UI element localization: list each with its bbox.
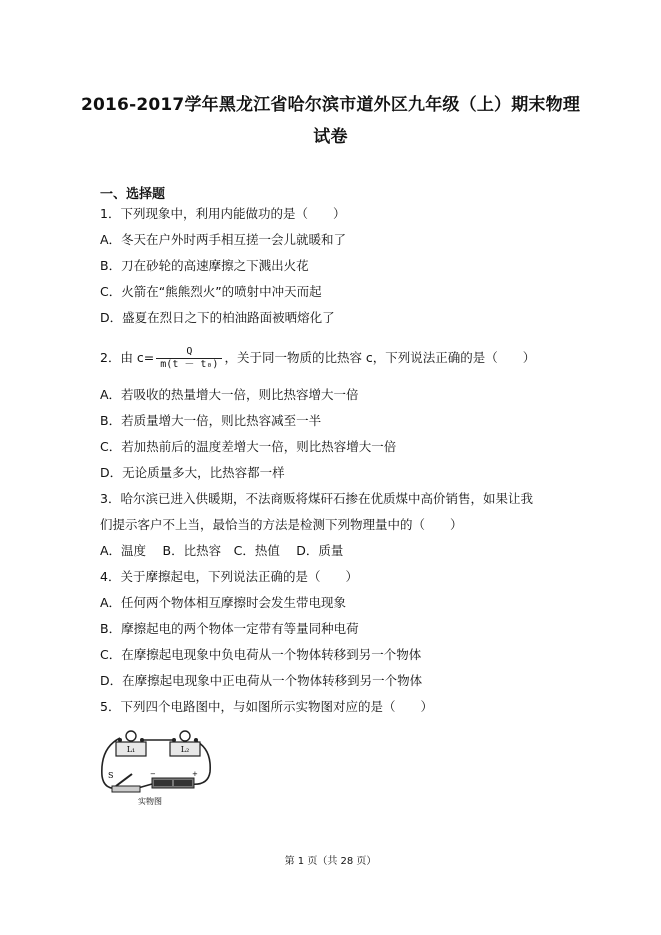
question-2-prefix: 2．由 c= <box>100 350 155 365</box>
label-s: S <box>108 771 114 780</box>
battery-cell-1 <box>154 780 172 786</box>
battery-minus: − <box>150 770 156 778</box>
question-1-option-d: D．盛夏在烈日之下的柏油路面被晒熔化了 <box>100 310 335 325</box>
formula-denominator: m(t － t₀) <box>160 359 219 370</box>
question-1-stem: 1．下列现象中，利用内能做功的是（ ） <box>100 206 346 221</box>
question-2-option-c: C．若加热前后的温度差增大一倍，则比热容增大一倍 <box>100 439 397 454</box>
question-4-stem: 4．关于摩擦起电，下列说法正确的是（ ） <box>100 569 358 584</box>
question-2-option-b: B．若质量增大一倍，则比热容减至一半 <box>100 413 322 428</box>
question-3-stem-line2: 们提示客户不上当，最恰当的方法是检测下列物理量中的（ ） <box>100 517 463 532</box>
page-title-line1: 2016-2017学年黑龙江省哈尔滨市道外区九年级（上）期末物理 <box>80 95 581 115</box>
lamp-l1-bulb <box>126 731 136 741</box>
question-4-option-b: B．摩擦起电的两个物体一定带有等量同种电荷 <box>100 621 359 636</box>
lamp-l1-terminal-right <box>140 738 144 742</box>
circuit-figure <box>98 728 216 808</box>
label-l2: L₂ <box>180 745 190 754</box>
section-heading: 一、选择题 <box>100 187 166 202</box>
lamp-l2-terminal-left <box>172 738 176 742</box>
page-title-line2: 试卷 <box>313 127 348 147</box>
formula-numerator: Q <box>156 346 222 359</box>
question-2-option-d: D．无论质量多大，比热容都一样 <box>100 465 285 480</box>
question-5-stem: 5．下列四个电路图中，与如图所示实物图对应的是（ ） <box>100 699 433 714</box>
question-4-option-c: C．在摩擦起电现象中负电荷从一个物体转移到另一个物体 <box>100 647 422 662</box>
question-3-stem-line1: 3．哈尔滨已进入供暖期，不法商贩将煤矸石掺在优质煤中高价销售，如果让我 <box>100 491 533 506</box>
figure-caption: 实物图 <box>138 797 162 806</box>
lamp-l2-terminal-right <box>194 738 198 742</box>
page-footer: 第 1 页（共 28 页） <box>284 856 377 867</box>
lamp-l1-terminal-left <box>118 738 122 742</box>
battery-cell-2 <box>174 780 192 786</box>
question-1-option-a: A．冬天在户外时两手相互搓一会儿就暖和了 <box>100 232 347 247</box>
question-2-stem <box>100 346 535 371</box>
question-3-options: A．温度 B．比热容 C．热值 D．质量 <box>100 543 344 558</box>
question-2-option-a: A．若吸收的热量增大一倍，则比热容增大一倍 <box>100 387 359 402</box>
battery-plus: + <box>192 770 198 778</box>
switch-base <box>112 786 140 792</box>
label-l1: L₁ <box>126 745 136 754</box>
formula-fraction <box>156 346 222 371</box>
question-2-suffix: ，关于同一物质的比热容 c，下列说法正确的是（ ） <box>224 350 536 365</box>
question-4-option-d: D．在摩擦起电现象中正电荷从一个物体转移到另一个物体 <box>100 673 423 688</box>
question-4-option-a: A．任何两个物体相互摩擦时会发生带电现象 <box>100 595 347 610</box>
question-1-option-b: B．刀在砂轮的高速摩擦之下溅出火花 <box>100 258 309 273</box>
lamp-l2-bulb <box>180 731 190 741</box>
question-1-option-c: C．火箭在“熊熊烈火”的喷射中冲天而起 <box>100 284 322 299</box>
